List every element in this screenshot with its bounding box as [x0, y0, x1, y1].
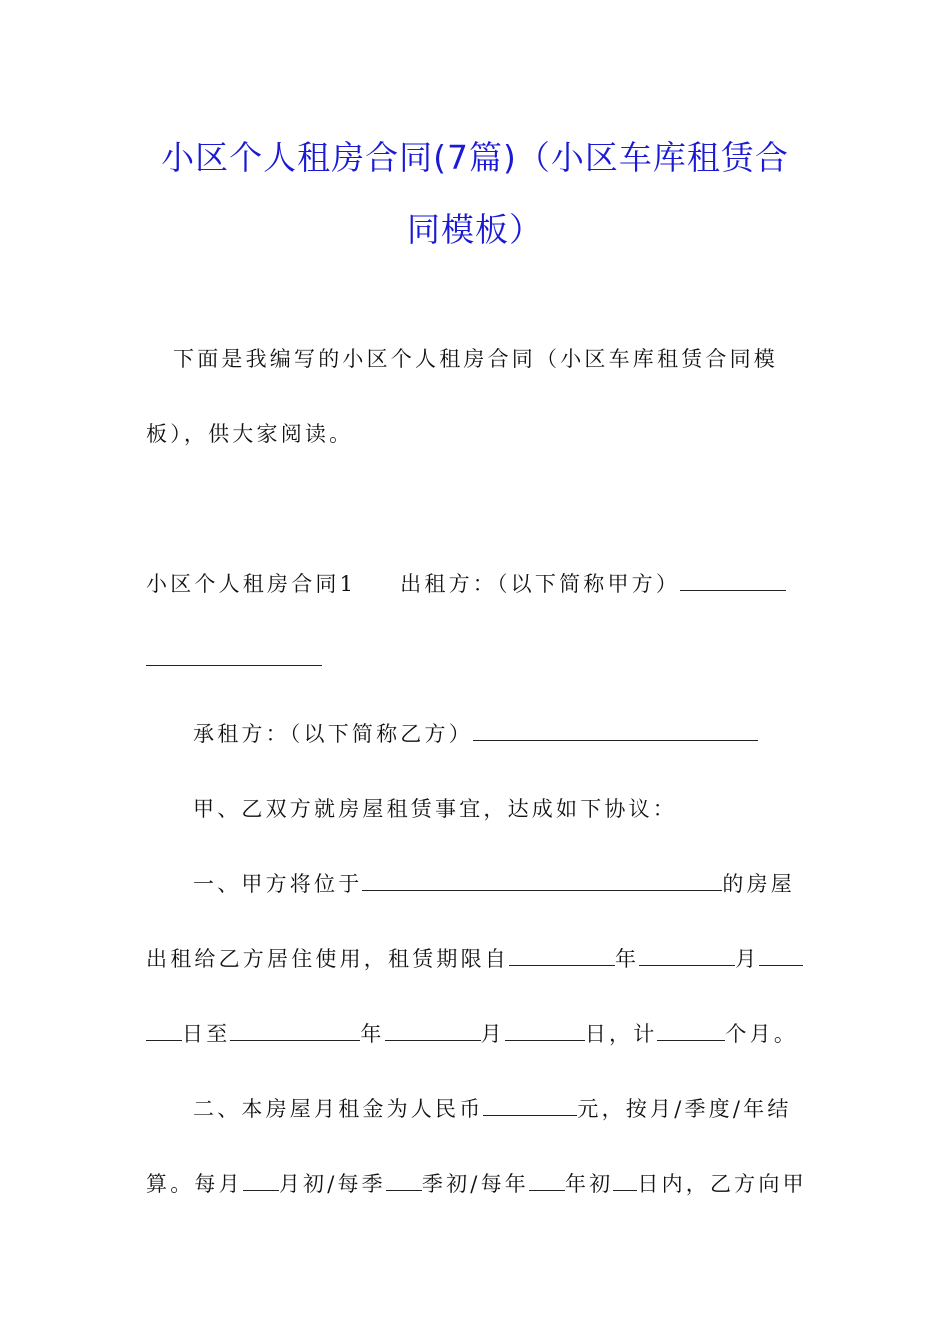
doc-title-line2: 同模板） — [407, 210, 543, 249]
clause2-c5: 日内，乙方向甲 — [637, 1172, 807, 1196]
lessor-blank-continued — [146, 645, 322, 666]
clause2-c2: 月初/每季 — [278, 1172, 386, 1196]
clause1-c: 出租给乙方居住使用，租赁期限自 — [146, 947, 509, 971]
lessor-blank — [680, 570, 786, 591]
end-day-blank — [505, 1020, 585, 1041]
clause2-c4: 年初 — [564, 1172, 614, 1196]
end-year-blank — [230, 1020, 360, 1041]
year-label-2: 年 — [360, 1022, 385, 1046]
lessor-blank-continued-row — [146, 645, 322, 673]
clause1-row2 — [146, 945, 803, 973]
clause2-row1 — [193, 1095, 792, 1123]
payment-day-blank — [613, 1170, 637, 1191]
quarterly-day-blank — [386, 1170, 422, 1191]
monthly-day-blank — [243, 1170, 279, 1191]
start-day-blank — [759, 945, 803, 966]
clause1-row3 — [146, 1020, 798, 1048]
lessee-blank — [473, 720, 758, 741]
clause2-b: 元，按月/季度/年结 — [577, 1097, 792, 1121]
month-label: 月 — [735, 947, 760, 971]
intro-line2: 板），供大家阅读。 — [146, 422, 354, 446]
clause1-b: 的房屋 — [722, 872, 796, 896]
day-to-label: 日至 — [182, 1022, 231, 1046]
start-month-blank — [639, 945, 735, 966]
lessee-label: 承租方：（以下简称乙方） — [193, 722, 473, 746]
clause2-a: 二、本房屋月租金为人民币 — [193, 1097, 484, 1121]
contract-heading-row — [146, 570, 786, 598]
year-label: 年 — [615, 947, 640, 971]
clause2-row2 — [146, 1170, 807, 1198]
month-label-2: 月 — [480, 1022, 505, 1046]
months-count-blank — [657, 1020, 725, 1041]
yearly-day-blank — [529, 1170, 565, 1191]
day-count-label: 日，计 — [584, 1022, 658, 1046]
end-month-blank — [385, 1020, 481, 1041]
doc-title-line1: 小区个人租房合同(7篇)（小区车库租赁合 — [161, 138, 789, 177]
lessor-label: 出租方：（以下简称甲方） — [400, 572, 681, 596]
address-blank — [362, 870, 722, 891]
months-end-label: 个月。 — [725, 1022, 799, 1046]
start-day-blank-continued — [146, 1020, 182, 1041]
clause1-row1 — [193, 870, 795, 898]
contract-heading: 小区个人租房合同1 — [146, 572, 357, 596]
clause1-a: 一、甲方将位于 — [193, 872, 363, 896]
intro-line1: 下面是我编写的小区个人租房合同（小区车库租赁合同模 — [173, 347, 778, 371]
agreement-intro: 甲、乙双方就房屋租赁事宜，达成如下协议： — [193, 797, 677, 821]
clause2-c1: 算。每月 — [146, 1172, 243, 1196]
lessee-row — [193, 720, 758, 748]
clause2-c3: 季初/每年 — [421, 1172, 529, 1196]
start-year-blank — [509, 945, 615, 966]
rent-amount-blank — [483, 1095, 577, 1116]
